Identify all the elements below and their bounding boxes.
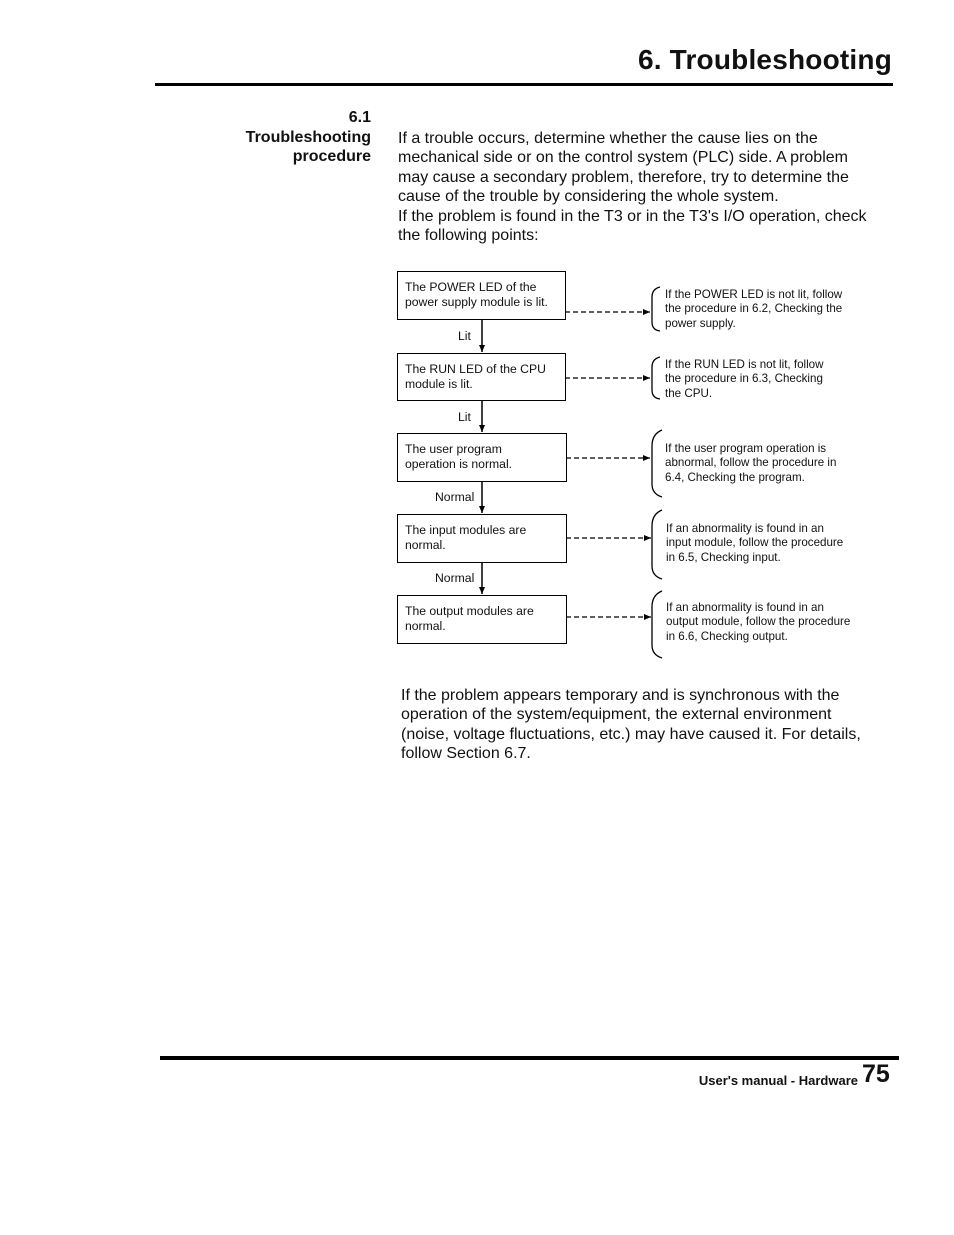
- flow-step-box: [397, 271, 566, 320]
- flow-step-box: [397, 514, 567, 563]
- note-line: input module, follow the procedure: [666, 536, 844, 550]
- chapter-title: 6. Troubleshooting: [637, 44, 892, 75]
- text-line: follow Section 6.7.: [401, 745, 531, 763]
- flow-note: [666, 522, 843, 565]
- flow-step-box: [397, 433, 567, 482]
- flow-step-text: The RUN LED of the CPU: [405, 362, 546, 376]
- section-number: 6.1: [348, 109, 371, 126]
- note-line: If an abnormality is found in an: [666, 601, 824, 614]
- flow-note: [665, 358, 824, 401]
- flow-step-text: operation is normal.: [405, 457, 513, 471]
- flow-step-text: The user program: [405, 442, 502, 456]
- flow-step-text: The input modules are: [405, 523, 527, 537]
- flow-note: [666, 601, 850, 644]
- text-line: (noise, voltage fluctuations, etc.) may have caused it. For details,: [401, 725, 861, 743]
- note-line: If the user program operation is: [665, 442, 827, 455]
- flow-step-text: The output modules are: [405, 604, 534, 618]
- text-line: If the problem is found in the T3 or in the T3's I/O operation, check: [398, 207, 867, 225]
- text-line: If a trouble occurs, determine whether the cause lies on the: [398, 130, 818, 147]
- outro-paragraph: [401, 686, 901, 764]
- footer-label: User's manual - Hardware: [698, 1073, 858, 1088]
- note-line: 6.4, Checking the program.: [665, 470, 805, 484]
- text-line: operation of the system/equipment, the external environment: [401, 706, 832, 724]
- page-number: 75: [862, 1060, 890, 1088]
- text-line: cause of the trouble by considering the whole system.: [398, 188, 779, 206]
- connector-label: Lit: [458, 410, 471, 424]
- connector-label: Normal: [435, 490, 475, 504]
- note-line: in 6.6, Checking output.: [666, 629, 788, 643]
- note-line: If the RUN LED is not lit, follow: [665, 358, 824, 371]
- note-bracket: [652, 510, 662, 579]
- note-line: If the POWER LED is not lit, follow: [665, 288, 843, 301]
- text-line: the following points:: [398, 227, 539, 245]
- text-line: may cause a secondary problem, therefore, try to determine the: [398, 168, 849, 186]
- note-line: the procedure in 6.2, Checking the: [665, 302, 843, 316]
- note-line: If an abnormality is found in an: [666, 522, 824, 535]
- note-line: in 6.5, Checking input.: [666, 550, 781, 564]
- note-bracket: [652, 591, 662, 658]
- flow-step-text: normal.: [405, 538, 446, 552]
- connector-label: Normal: [435, 571, 475, 585]
- section-title-line: procedure: [292, 148, 371, 165]
- note-bracket: [652, 357, 660, 399]
- section-title-line: Troubleshooting: [245, 129, 371, 146]
- note-bracket: [652, 287, 660, 331]
- flow-step-text: module is lit.: [405, 377, 473, 391]
- note-line: power supply.: [665, 316, 736, 330]
- note-line: abnormal, follow the procedure in: [665, 456, 837, 470]
- note-line: the CPU.: [665, 386, 713, 400]
- note-line: the procedure in 6.3, Checking: [665, 372, 823, 386]
- note-line: output module, follow the procedure: [666, 615, 851, 629]
- flow-step-box: [397, 353, 566, 401]
- note-bracket: [652, 430, 662, 497]
- footer-rule: [160, 1056, 899, 1060]
- flow-step-text: normal.: [405, 619, 446, 633]
- flow-note: [665, 288, 842, 331]
- text-line: mechanical side or on the control system (PLC) side. A problem: [398, 149, 848, 167]
- connector-label: Lit: [458, 329, 471, 343]
- flow-step-box: [397, 595, 567, 644]
- flow-step-text: The POWER LED of the: [405, 280, 537, 294]
- flow-note: [665, 442, 836, 485]
- text-line: If the problem appears temporary and is synchronous with the: [401, 687, 840, 704]
- flow-step-text: power supply module is lit.: [405, 295, 548, 309]
